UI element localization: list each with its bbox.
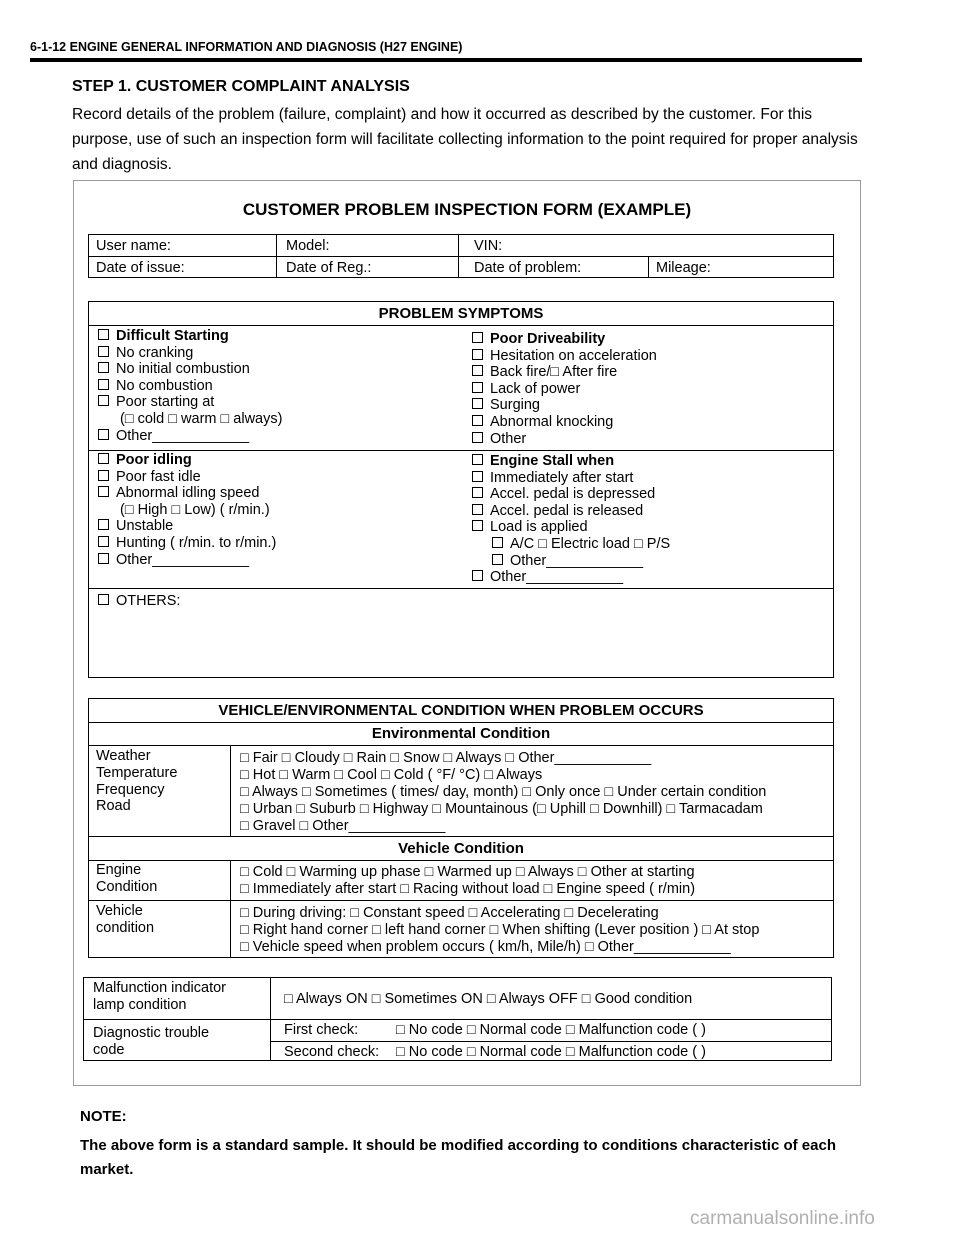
symptoms-divider — [88, 450, 834, 451]
engine-condition-label: Engine Condition — [96, 862, 158, 895]
checkbox-icon[interactable] — [472, 349, 483, 360]
mil-divider — [83, 1019, 832, 1020]
road-options-2[interactable]: □ Gravel □ Other____________ — [240, 818, 446, 834]
checkbox-icon[interactable] — [472, 471, 483, 482]
symptoms-heading: PROBLEM SYMPTOMS — [378, 305, 544, 322]
checkbox-icon[interactable] — [472, 520, 483, 531]
vehicle-condition-options[interactable]: □ During driving: □ Constant speed □ Accelerating □ Decelerating — [240, 905, 659, 921]
checkbox-icon[interactable] — [98, 362, 109, 373]
note-text: The above form is a standard sample. It should be modified according to conditions characteristic of each market. — [80, 1137, 836, 1178]
mileage-label: Mileage: — [656, 260, 711, 276]
others-field[interactable]: OTHERS: — [98, 593, 180, 610]
symptoms-divider — [88, 588, 834, 589]
mil-label: Malfunction indicator lamp condition — [93, 980, 226, 1013]
running-header: 6-1-12 ENGINE GENERAL INFORMATION AND DIAGNOSIS (H27 ENGINE) — [30, 40, 463, 54]
vehicle-condition-options-2[interactable]: □ Right hand corner □ left hand corner □ When shifting (Lever position ) □ At stop — [240, 922, 760, 938]
vehicle-condition-heading: Vehicle Condition — [398, 840, 524, 857]
note-label: NOTE: — [80, 1108, 127, 1125]
checkbox-icon[interactable] — [492, 554, 503, 565]
date-of-issue-label: Date of issue: — [96, 260, 185, 276]
engine-condition-options-2[interactable]: □ Immediately after start □ Racing without load □ Engine speed ( r/min) — [240, 881, 696, 897]
first-check-options[interactable]: □ No code □ Normal code □ Malfunction code ( ) — [396, 1022, 706, 1038]
checkbox-icon[interactable] — [472, 415, 483, 426]
env-labels: Weather Temperature Frequency Road — [96, 748, 178, 815]
form-title: CUSTOMER PROBLEM INSPECTION FORM (EXAMPLE) — [242, 200, 692, 219]
conditions-divider — [88, 836, 834, 837]
second-check-options[interactable]: □ No code □ Normal code □ Malfunction code ( ) — [396, 1044, 706, 1060]
environmental-heading: Environmental Condition — [371, 725, 551, 742]
engine-stall-group: Engine Stall when Immediately after start Accel. pedal is depressed Accel. pedal is released Load is applied A/C □ Electric load □ P/S Other____________ Other____________ — [472, 453, 670, 586]
checkbox-icon[interactable] — [98, 329, 109, 340]
checkbox-icon[interactable] — [98, 594, 109, 605]
checkbox-icon[interactable] — [98, 553, 109, 564]
conditions-divider — [88, 722, 834, 723]
step-intro: Record details of the problem (failure, complaint) and how it occurred as described by the customer. For this purpose, use of such an inspection form will facilitate collecting information to the point required for proper analysis and diagnosis. — [72, 106, 858, 173]
checkbox-icon[interactable] — [98, 379, 109, 390]
checkbox-icon[interactable] — [472, 504, 483, 515]
checkbox-icon[interactable] — [98, 536, 109, 547]
symptoms-divider — [88, 325, 834, 326]
checkbox-icon[interactable] — [98, 346, 109, 357]
vin-label: VIN: — [474, 238, 503, 254]
header-rule — [30, 58, 862, 62]
first-check-label: First check: — [284, 1022, 359, 1038]
poor-driveability-group: Poor Driveability Hesitation on acceleration Back fire/□ After fire Lack of power Surging Abnormal knocking Other — [472, 331, 657, 447]
checkbox-icon[interactable] — [472, 382, 483, 393]
weather-options[interactable]: □ Fair □ Cloudy □ Rain □ Snow □ Always □ Other____________ — [240, 750, 652, 766]
checkbox-icon[interactable] — [472, 487, 483, 498]
mil-options[interactable]: □ Always ON □ Sometimes ON □ Always OFF □ Good condition — [284, 991, 693, 1007]
info-col-divider — [648, 256, 649, 278]
watermark: carmanualsonline.info — [690, 1208, 875, 1229]
second-check-label: Second check: — [284, 1044, 380, 1060]
checkbox-icon[interactable] — [98, 453, 109, 464]
user-name-label: User name: — [96, 238, 171, 254]
info-divider — [88, 256, 834, 257]
temperature-options[interactable]: □ Hot □ Warm □ Cool □ Cold ( °F/ °C) □ Always — [240, 767, 543, 783]
step-title: STEP 1. CUSTOMER COMPLAINT ANALYSIS — [72, 78, 410, 95]
checkbox-icon[interactable] — [98, 470, 109, 481]
checkbox-icon[interactable] — [472, 332, 483, 343]
checkbox-icon[interactable] — [98, 429, 109, 440]
info-col-divider — [458, 234, 459, 278]
checkbox-icon[interactable] — [98, 395, 109, 406]
date-of-reg-label: Date of Reg.: — [286, 260, 372, 276]
conditions-divider — [88, 900, 834, 901]
conditions-divider — [88, 860, 834, 861]
checkbox-icon[interactable] — [472, 398, 483, 409]
vehicle-condition-label: Vehicle condition — [96, 903, 155, 936]
conditions-col-divider — [230, 745, 231, 836]
mil-divider — [270, 1041, 832, 1042]
checkbox-icon[interactable] — [98, 486, 109, 497]
checkbox-icon[interactable] — [472, 365, 483, 376]
engine-condition-options[interactable]: □ Cold □ Warming up phase □ Warmed up □ Always □ Other at starting — [240, 864, 695, 880]
dtc-label: Diagnostic trouble code — [93, 1025, 210, 1058]
date-of-problem-label: Date of problem: — [474, 260, 582, 276]
checkbox-icon[interactable] — [98, 519, 109, 530]
checkbox-icon[interactable] — [472, 432, 483, 443]
conditions-heading: VEHICLE/ENVIRONMENTAL CONDITION WHEN PROBLEM OCCURS — [218, 702, 704, 719]
difficult-starting-group: Difficult Starting No cranking No initial combustion No combustion Poor starting at (□ cold □ warm □ always) Other____________ — [98, 328, 282, 444]
conditions-divider — [88, 745, 834, 746]
poor-idling-group: Poor idling Poor fast idle Abnormal idling speed (□ High □ Low) ( r/min.) Unstable Hunting ( r/min. to r/min.) Other____________ — [98, 452, 276, 568]
model-label: Model: — [286, 238, 330, 254]
checkbox-icon[interactable] — [472, 454, 483, 465]
checkbox-icon[interactable] — [492, 537, 503, 548]
vehicle-condition-options-3[interactable]: □ Vehicle speed when problem occurs ( km/h, Mile/h) □ Other____________ — [240, 939, 731, 955]
checkbox-icon[interactable] — [472, 570, 483, 581]
conditions-col-divider — [230, 860, 231, 958]
road-options[interactable]: □ Urban □ Suburb □ Highway □ Mountainous (□ Uphill □ Downhill) □ Tarmacadam — [240, 801, 763, 817]
info-col-divider — [276, 234, 277, 278]
frequency-options[interactable]: □ Always □ Sometimes ( times/ day, month) □ Only once □ Under certain condition — [240, 784, 767, 800]
